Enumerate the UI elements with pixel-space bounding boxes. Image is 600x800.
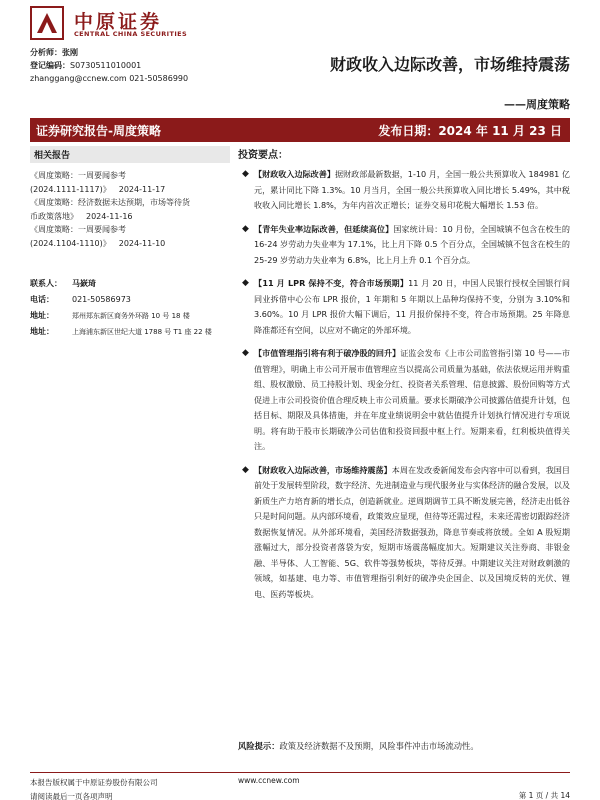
related-title[interactable]: 《周度策略：一周要闻参考	[30, 171, 126, 180]
reg-code: S0730511010001	[70, 61, 142, 70]
point-text: 国家统计局：10 月份，全国城镇不包含在校生的 16-24 岁劳动力失业率为 17.1%，比上月下降 0.5 个百分点，全国城镇不包含在校生的 25-29 岁劳动力失业率为 6.8%，比上月上升 0.1 个百分点。	[254, 223, 570, 265]
logo-text-en: CENTRAL CHINA SECURITIES	[74, 30, 188, 38]
point-text: 据财政部最新数据，1-10 月，全国一般公共预算收入 184981 亿元，累计同比下降 1.3%。10 月当月，全国一般公共预算收入同比增长 5.49%，其中税收收入同比增长 1.8%，为年内首次正增长；证券交易印花税大幅增长 1.53 倍。	[254, 169, 571, 210]
point-text: 证监会发布《上市公司监管指引第 10 号——市值管理》，明确上市公司开展市值管理应当以提高公司质量为基础，依法依规运用并购重组、股权激励、员工持股计划、现金分红、投资者关系管理、信息披露、股份回购等方式促进上市公司投资价值合理反映上市公司质量。要求长期破净公司披露估值提升计划，包括目标、期限及具体措施，并在年度业绩说明会中就估值提升计划执行情况进行专项说明。将有助于股市长期破净公司估值和投资回报中枢上行。短期来看，红利板块值得关注。	[254, 348, 570, 451]
point-lead: 【青年失业率边际改善，但延续高位】	[254, 223, 394, 234]
analyst-contact: zhanggang@ccnew.com 021-50586990	[30, 74, 189, 83]
related-heading: 相关报告	[30, 146, 230, 163]
point-item	[238, 222, 570, 269]
related-date: 2024-11-17	[118, 184, 166, 194]
risk-text: 政策及经济数据不及预期，风险事件冲击市场流动性。	[279, 741, 479, 751]
address-shanghai: 上海浦东新区世纪大道 1788 号 T1 座 22 楼	[72, 328, 212, 336]
point-text: 11 月 20 日，中国人民银行授权全国银行间同业拆借中心公布 LPR 报价，1 年期和 5 年期以上品种均保持不变，分别为 3.10%和 3.60%。10 月 LPR 报价大幅下调后，11 月报价保持不变，符合市场预期。25 年降息降准都还有空间，以应对不确定的外部环境。	[254, 278, 570, 335]
analyst-name: 张刚	[62, 48, 78, 57]
point-lead: 【财政收入边际改善】	[254, 169, 335, 179]
related-item[interactable]	[30, 196, 230, 223]
report-type: 证券研究报告-周度策略	[36, 124, 161, 138]
footer-disclaimer	[30, 776, 158, 800]
report-subtitle: ——周度策略	[504, 98, 570, 111]
related-date: 2024-11-16	[86, 211, 133, 221]
report-banner	[30, 118, 570, 142]
analyst-info	[30, 46, 188, 85]
point-text: 本周在发改委新闻发布会内容中可以看到，我国目前处于发展转型阶段，数字经济、先进制造业与现代服务业与实体经济的融合发展，以及新质生产力培育新的增长点，创造新就业。逆周期调节工具不断发展完善，经济走出低谷只是时间问题。从内部环境看，政策效应显现，但待等还需过程，未来还需密切跟踪经济数据恢复情况。从外部环境看，美国经济数据强劲，降息节奏或将放缓。全如 A 股短期涨幅过大，部分投资者落袋为安，短期市场震荡幅度加大。短期建议关注券商、非银金融、半导体、人工智能、5G、软件等强势板块，等待反弹。中期建议关注对财政刺激的领域，如基建、电力等、市值管理指引利好的破净央企国企、以及国境反转的光伏、锂电、医药等板块。	[254, 464, 570, 599]
contact-person-label: 联系人：	[30, 279, 62, 288]
related-date: 2024-11-10	[118, 238, 166, 248]
point-item	[238, 167, 570, 214]
analyst-label: 分析师：	[30, 48, 62, 57]
phone-number: 021-50586973	[72, 295, 131, 304]
point-lead: 【11 月 LPR 保持不变，符合市场预期】	[254, 278, 409, 288]
related-item[interactable]	[30, 223, 230, 250]
address-zhengzhou: 郑州郑东新区商务外环路 10 号 18 楼	[72, 312, 190, 320]
related-sub[interactable]: (2024.1111-1117)》	[30, 184, 111, 194]
related-item[interactable]	[30, 169, 230, 196]
related-list	[30, 169, 230, 250]
bullet-icon: ◆	[242, 278, 249, 288]
reg-code-label: 登记编码：	[30, 61, 70, 70]
publish-date: 发布日期：2024 年 11 月 23 日	[378, 124, 562, 138]
related-sub[interactable]: 币政策落地》	[30, 211, 78, 221]
contact-person: 马嶔琦	[72, 279, 96, 288]
footer-divider	[30, 772, 570, 773]
company-logo	[30, 6, 200, 40]
bullet-icon: ◆	[242, 348, 249, 358]
related-title[interactable]: 《周度策略：一周要闻参考	[30, 225, 126, 234]
phone-label: 电话：	[30, 295, 54, 304]
address-label: 地址：	[30, 311, 54, 320]
page-number: 第 1 页 / 共 14	[518, 791, 570, 800]
copyright-text: 本报告版权属于中原证券股份有限公司	[30, 778, 158, 787]
report-title: 财政收入边际改善，市场维持震荡	[329, 55, 570, 74]
disclaimer-link[interactable]: 请阅读最后一页各项声明	[30, 792, 113, 800]
bullet-icon: ◆	[242, 464, 249, 475]
point-item	[238, 463, 570, 603]
risk-label: 风险提示：	[238, 741, 280, 751]
point-lead: 【财政收入边际改善，市场维持震荡】	[254, 464, 392, 475]
bullet-icon: ◆	[242, 223, 249, 234]
related-sub[interactable]: (2024.1104-1110)》	[30, 238, 111, 248]
point-item	[238, 346, 570, 455]
bullet-icon: ◆	[242, 169, 249, 179]
risk-warning	[238, 740, 570, 753]
website-link[interactable]: www.ccnew.com	[238, 776, 300, 785]
points-heading: 投资要点：	[238, 150, 288, 161]
contact-block	[30, 276, 240, 340]
investment-points	[238, 146, 570, 610]
point-item	[238, 276, 570, 338]
logo-text-cn: 中原证券	[74, 11, 163, 33]
point-lead: 【市值管理指引将有利于破净股的回升】	[254, 348, 401, 358]
sidebar	[30, 146, 230, 250]
logo-mark-icon	[30, 6, 64, 40]
address-label: 地址：	[30, 327, 54, 336]
related-title[interactable]: 《周度策略：经济数据未达预期，市场等待货	[30, 198, 190, 207]
